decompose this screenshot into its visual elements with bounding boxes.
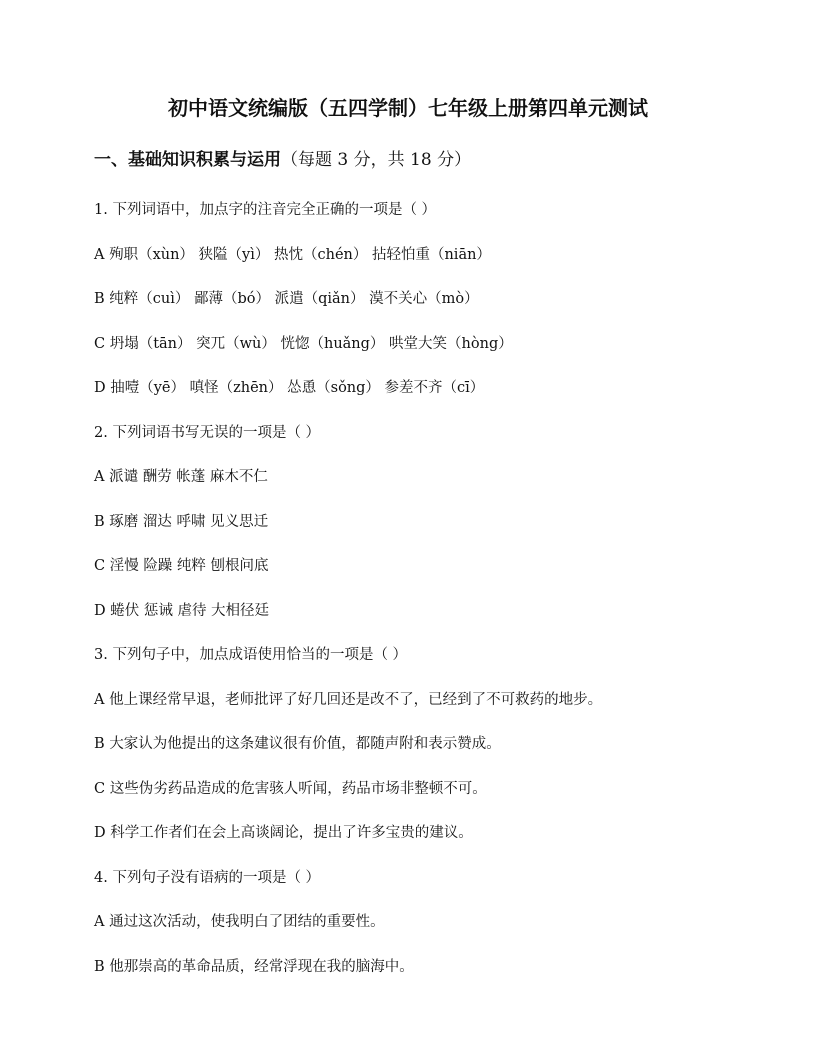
question-3-option-c: C 这些伪劣药品造成的危害骇人听闻，药品市场非整顿不可。 bbox=[94, 780, 487, 797]
question-3-option-b: B 大家认为他提出的这条建议很有价值，都随声附和表示赞成。 bbox=[94, 736, 501, 752]
question-1-option-c: C 坍塌（tān） 突兀（wù） 恍惚（huǎng） 哄堂大笑（hòng） bbox=[94, 335, 513, 352]
question-1-option-b: B 纯粹（cuì） 鄙薄（bó） 派遣（qiǎn） 漠不关心（mò） bbox=[94, 291, 479, 307]
page-title: 初中语文统编版（五四学制）七年级上册第四单元测试 bbox=[168, 96, 648, 120]
question-4-option-b: B 他那崇高的革命品质，经常浮现在我的脑海中。 bbox=[94, 958, 414, 975]
question-3-stem: 3. 下列句子中，加点成语使用恰当的一项是（ ） bbox=[94, 647, 408, 663]
question-2-option-b: B 琢磨 溜达 呼啸 见义思迁 bbox=[94, 513, 269, 530]
question-2-option-d: D 蜷伏 惩诫 虐待 大相径廷 bbox=[94, 602, 270, 619]
section-score-note: （每题 3 分，共 18 分） bbox=[281, 150, 472, 170]
question-3-option-a: A 他上课经常早退，老师批评了好几回还是改不了，已经到了不可救药的地步。 bbox=[94, 691, 603, 708]
question-2-option-a: A 派谴 酬劳 帐蓬 麻木不仁 bbox=[94, 469, 268, 485]
question-2-option-c: C 淫慢 险躁 纯粹 刨根问底 bbox=[94, 558, 269, 574]
question-2-stem: 2. 下列词语书写无误的一项是（ ） bbox=[94, 424, 321, 441]
question-1-option-a: A 殉职（xùn） 狭隘（yì） 热忱（chén） 拈轻怕重（niān） bbox=[94, 246, 491, 263]
question-4-stem: 4. 下列句子没有语病的一项是（ ） bbox=[94, 869, 321, 886]
question-1-option-d: D 抽噎（yē） 嗔怪（zhēn） 怂恿（sǒng） 参差不齐（cī） bbox=[94, 380, 485, 396]
question-4-option-a: A 通过这次活动，使我明白了团结的重要性。 bbox=[94, 914, 385, 930]
section-heading bbox=[94, 146, 471, 174]
section-heading-text: 一、基础知识积累与运用 bbox=[94, 150, 281, 170]
question-list bbox=[94, 197, 734, 998]
question-1-stem: 1. 下列词语中，加点字的注音完全正确的一项是（ ） bbox=[94, 202, 437, 218]
question-3-option-d: D 科学工作者们在会上高谈阔论，提出了许多宝贵的建议。 bbox=[94, 825, 473, 841]
